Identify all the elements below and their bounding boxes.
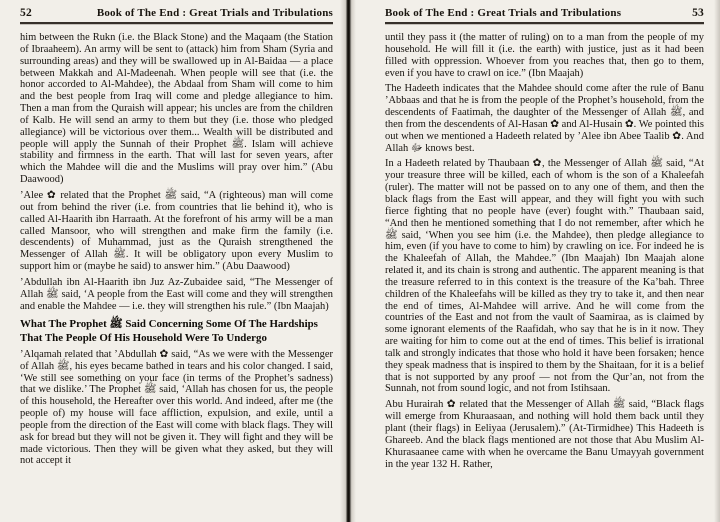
running-title-left: Book of The End : Great Trials and Tribulations bbox=[96, 7, 333, 19]
paragraph: Abu Hurairah ✿ related that the Messenger of Allah ﷺ said, “Black flags will emerge from Khuraasaan, and nothing will hold them back until they plant (their flags) in Eeliyaa (Jerusalem).” (At-Tirmidhee) This Hadeeth is Ghareeb. And the black flags mentioned are not those that Abu Muslim Al-Khurasaanee came with when he overcame the Banu Umayyah government in the year 132 H. Rather, bbox=[385, 399, 704, 470]
page-header-left bbox=[20, 7, 333, 19]
page-right bbox=[348, 0, 720, 522]
paragraph: ’Abdullah ibn Al-Haarith ibn Juz Az-Zubaidee said, “The Messenger of Allah ﷺ said, ‘A people from the East will come and they will strengthen and enable the Mahdee — i.e. they will strengthen his rule.” (Ibn Maajah) bbox=[20, 276, 333, 312]
paragraph: him between the Rukn (i.e. the Black Stone) and the Maqaam (the Station of Ibraaheem). An army will be sent to (attack) him from Sham (Syria and surrounding areas) and they will be swallowed up in Al-Baidaa — a place between Makkah and Al-Madeenah. When people will see that (i.e. the honor accorded to Al-Mahdee), the Abdaal from Sham will come to him and the best people from Iraq will come and pledge allegiance to him. Then a man from the Quraish will appear; his uncles are from the children of Kalb. He will send an army to them but they (i.e. those who pledged allegiance) will be victorious over them... Wealth will be distributed and people will apply the Sunnah of their Prophet ﷺ. Islam will achieve stability and firmness in the earth. That will last for seven years, after which the Mahdee will die and the Muslims will pray over him.” (Abu Daawood) bbox=[20, 32, 333, 186]
page-header-right bbox=[385, 7, 704, 19]
page-body-left bbox=[20, 32, 333, 467]
running-title-right: Book of The End : Great Trials and Tribulations bbox=[385, 7, 622, 19]
paragraph: The Hadeeth indicates that the Mahdee should come after the rule of Banu ’Abbaas and that he is from the people of the Prophet’s household, from the descendents of Faatimah, the daughter of the Messenger of Allah ﷺ, and then from the descendents of Al-Hasan ✿ and Al-Husain ✿. We pointed this out when we mentioned a Hadeeth related by ’Alee ibn Abee Taalib ✿. And Allah ﷻ knows best. bbox=[385, 83, 704, 154]
paragraph: ’Alee ✿ related that the Prophet ﷺ said, “A (righteous) man will come out from behind the river (i.e. from countries that lie behind it), who is called Al-Haarith ibn Harraath. At the forefront of his army will be a man called Mansoor, who will strengthen and make firm the family (i.e. descendents) of Muhammad, just as the Quraish strengthened the Messenger of Allah ﷺ. It will be obligatory upon every Muslim to support him or (maybe he said) to answer him.” (Abu Daawood) bbox=[20, 189, 333, 273]
header-rule-right bbox=[385, 22, 704, 24]
paragraph: ’Alqamah related that ’Abdullah ✿ said, “As we were with the Messenger of Allah ﷺ, his eyes became bathed in tears and his color changed. I said, ‘We still see something on your face (in terms of the Prophet’s sadness) that we dislike.’ The Prophet ﷺ said, ‘Allah has chosen for us, the people of this household, the Hereafter over this world. And indeed, after me (the people of) my house will face affliction, expulsion, and exile, until a people from the direction of the East will come with black flags. They will ask for bread but they will not be given it. They will fight and they will be made victorious. Then they will be given what they asked, but they will not accept it bbox=[20, 348, 333, 467]
page-number-right: 53 bbox=[692, 7, 704, 19]
page-body-right bbox=[385, 32, 704, 470]
paragraph: In a Hadeeth related by Thaubaan ✿, the Messenger of Allah ﷺ said, “At your treasure three will be killed, each of whom is the son of a Khaleefah (ruler). The matter will not be passed on to any one of them, and then the black flags from the East will appear, and they will fight you with such fierce fighting that no people have (ever) fought with.” Thaubaan said, “And then he mentioned something that I do not remember, after which he ﷺ said, ‘When you see him (i.e. the Mahdee), then pledge allegiance to him, even (if you have to come to him) by crawling on ice. For indeed he is the Khaleefah of Allah, the Mahdee.” (Ibn Maajah) Ibn Maajah alone related it, and its chain is strong and authentic. The apparent meaning is that the treasure referred to in this context is the treasure of the Ka’bah. Three children of the Khaleefahs will be killed as they try to take it, and then near the end of times, Al-Mahdee will arrive. And he will come from the countries of the East and not from the vault of Saamiraa, as is claimed by some ignorant elements of the Raafidah, who say that he is in it now. They are waiting for him to come out at the end of times. This belief is irrational talk and strongly indicates that those who hold it have been forsaken; hence they speak madness that is inspired to them by the Shaitaan, for it is a belief that is not supported by any proof — not from the Qur’an, not from the Sunnah, not from sound logic, and not from Istihsaan. bbox=[385, 158, 704, 395]
paragraph: until they pass it (the matter of ruling) on to a man from the people of my household. He will fill it (i.e. the earth) with justice, just as it had been filled with oppression. Whoever from you reaches that, then go to them, even if you have to crawl on ice.” (Ibn Maajah) bbox=[385, 32, 704, 79]
section-heading: What The Prophet ﷺ Said Concerning Some Of The Hardships That The People Of His Household Were To Undergo bbox=[20, 318, 318, 344]
header-rule-left bbox=[20, 22, 333, 24]
page-left bbox=[0, 0, 348, 522]
page-number-left: 52 bbox=[20, 7, 32, 19]
